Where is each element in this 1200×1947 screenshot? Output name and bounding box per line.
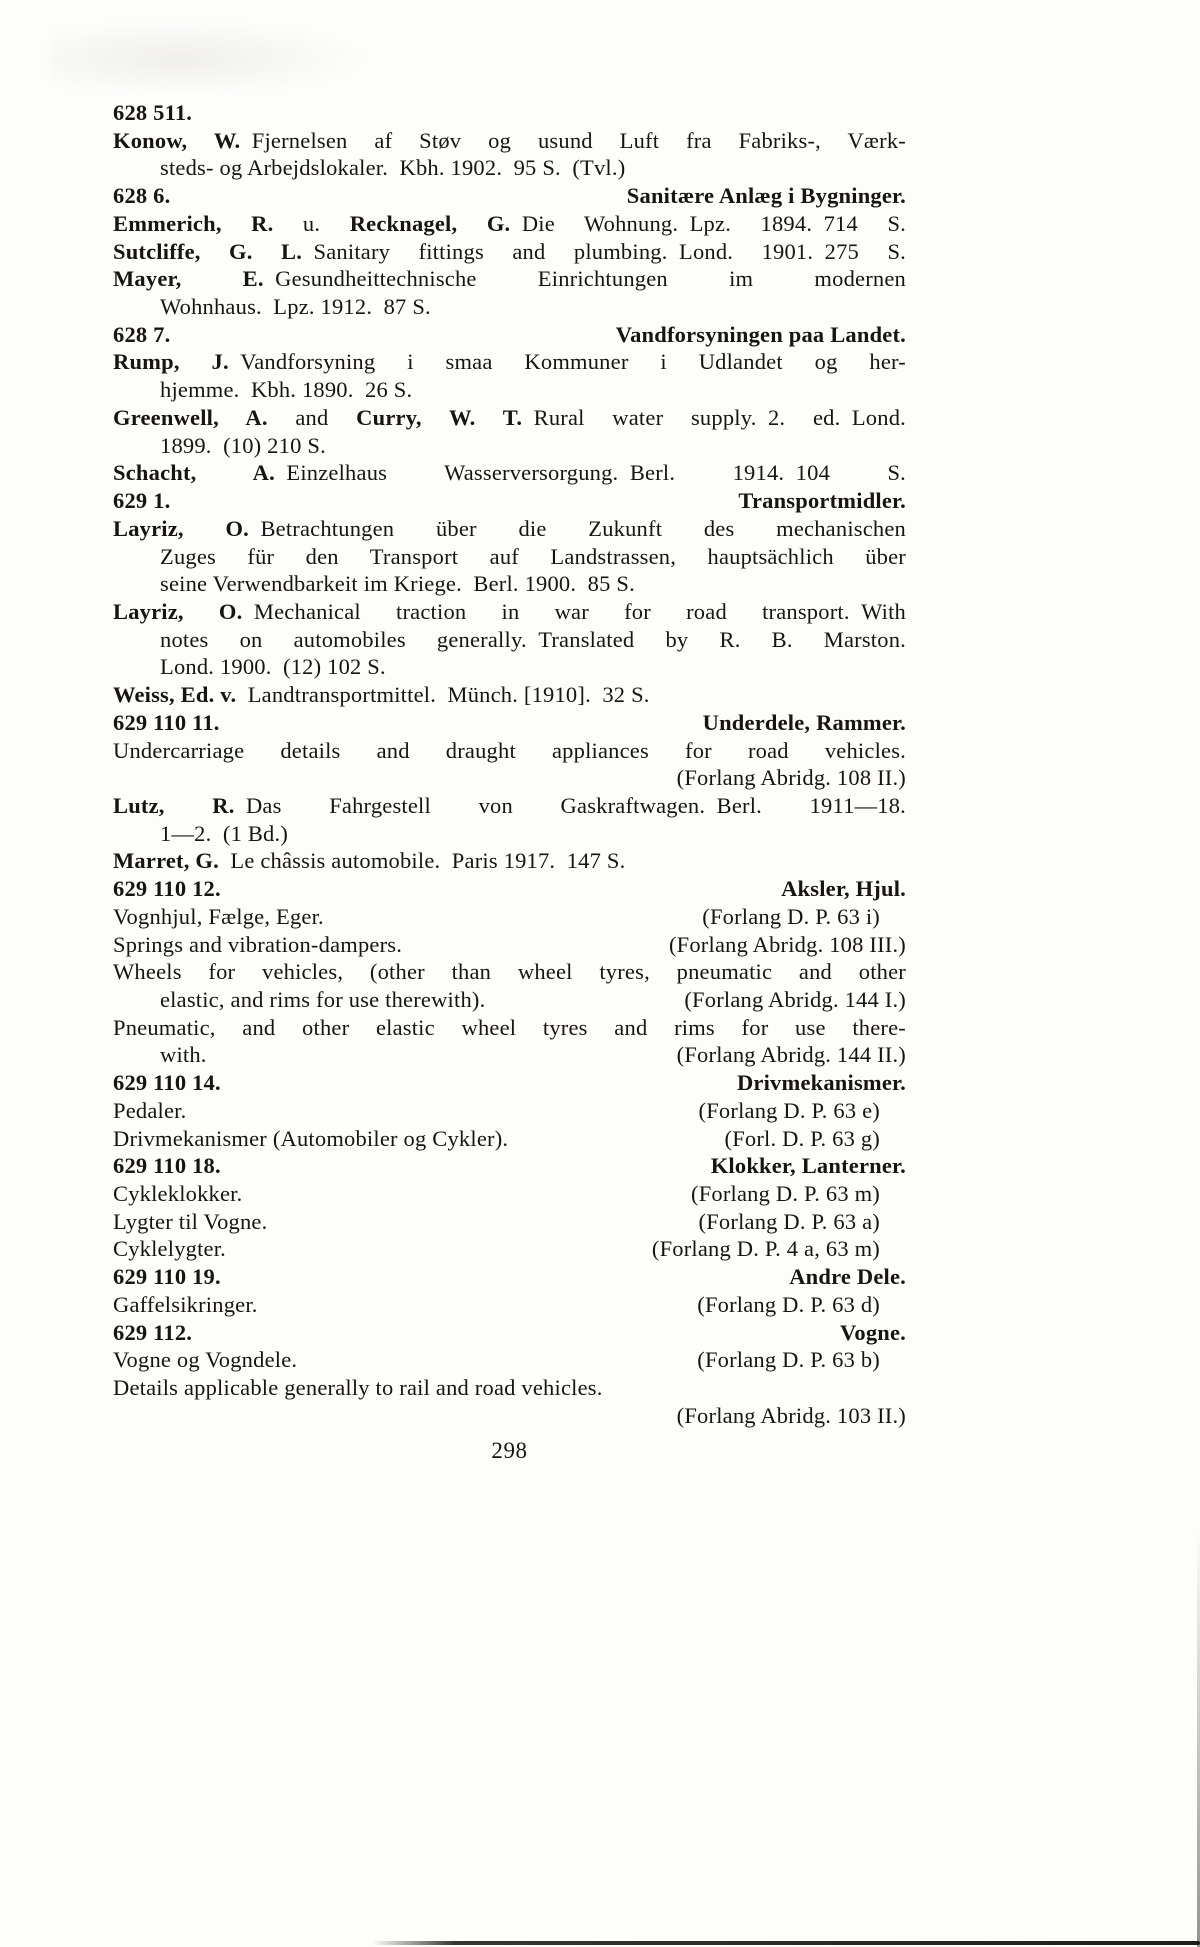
catalog-line — [113, 737, 906, 765]
catalog-line — [113, 820, 906, 848]
catalog-line — [113, 348, 906, 376]
catalog-line — [113, 958, 906, 986]
entry-text: Wohnhaus. Lpz. 1912. 87 S. — [160, 294, 431, 320]
reference-code: (Forlang D. P. 63 d) — [697, 1291, 880, 1317]
catalog-line — [113, 1041, 906, 1069]
author-name: Marret, G. — [113, 848, 219, 874]
entry-text: with. — [160, 1042, 207, 1068]
section-title: Underdele, Rammer. — [702, 709, 906, 735]
catalog-line-text — [113, 460, 906, 485]
reference-code: (Forlang D. P. 63 m) — [691, 1181, 880, 1207]
entry-text: Drivmekanismer (Automobiler og Cykler). — [113, 1125, 509, 1151]
catalog-line-text — [160, 377, 412, 402]
section-code: 628 6. — [113, 183, 171, 209]
reference-code: (Forlang D. P. 63 e) — [698, 1097, 880, 1123]
entry-text: Lygter til Vogne. — [113, 1208, 268, 1234]
catalog-line — [113, 1014, 906, 1042]
entry-text: u. — [273, 210, 350, 236]
reference-code: (Forlang D. P. 63 i) — [702, 903, 880, 929]
entry-text: Details applicable generally to rail and road vehicles. — [113, 1375, 603, 1401]
catalog-line — [113, 598, 906, 626]
catalog-line-text — [160, 1041, 207, 1069]
entry-text: Cyklelygter. — [113, 1236, 227, 1262]
section-title: Transportmidler. — [738, 488, 906, 514]
section-heading — [113, 99, 906, 127]
author-name: Konow, W. — [113, 127, 241, 153]
author-name: Rump, J. — [113, 349, 229, 375]
catalog-line-text — [113, 599, 906, 624]
section-code: 629 1. — [113, 488, 171, 514]
catalog-line-text — [113, 211, 906, 236]
catalog-line — [113, 210, 906, 238]
catalog-line-text — [113, 848, 625, 873]
entry-text: Gaffelsikringer. — [113, 1291, 258, 1317]
entry-text: hjemme. Kbh. 1890. 26 S. — [160, 377, 413, 403]
section-code: 628 7. — [113, 321, 171, 347]
catalog-line — [113, 570, 906, 598]
entry-text: Springs and vibration-dampers. — [113, 931, 403, 957]
catalog-line-text — [113, 239, 906, 264]
catalog-line — [113, 626, 906, 654]
section-title: Sanitære Anlæg i Bygninger. — [626, 183, 906, 209]
section-heading — [113, 1319, 906, 1347]
catalog-line-text — [160, 155, 625, 180]
section-code: 629 110 11. — [113, 709, 220, 735]
author-name: Layriz, O. — [113, 598, 243, 624]
entry-text: Die Wohnung. Lpz. 1894. 714 S. — [510, 210, 906, 236]
catalog-line-text — [113, 266, 906, 291]
author-name: Emmerich, R. — [113, 210, 274, 236]
catalog-line-text — [113, 1346, 297, 1374]
author-name: Sutcliffe, G. L. — [113, 238, 303, 264]
section-heading — [113, 709, 906, 737]
catalog-line-text — [160, 571, 635, 596]
catalog-line-text — [113, 738, 906, 763]
section-title: Vogne. — [839, 1319, 906, 1345]
section-code: 629 110 19. — [113, 1264, 221, 1290]
entry-text: Vognhjul, Fælge, Eger. — [113, 903, 324, 929]
catalog-line-text — [113, 959, 906, 984]
reference-code: (Forlang Abridg. 108 II.) — [676, 765, 906, 791]
section-heading — [113, 875, 906, 903]
entry-text: Wheels for vehicles, (other than wheel tyres, pneumatic and other — [113, 959, 906, 985]
entry-text: Betrachtungen über die Zukunft des mechanischen — [249, 515, 907, 541]
catalog-line-text — [113, 793, 906, 818]
catalog-line-text — [160, 294, 431, 319]
section-code: 628 511. — [113, 100, 193, 125]
section-heading — [113, 321, 906, 349]
entry-text: and — [267, 404, 357, 430]
catalog-line-text — [113, 1375, 603, 1400]
catalog-line-text — [113, 931, 402, 959]
catalog-line — [113, 1346, 906, 1374]
text-block — [113, 99, 906, 1430]
catalog-line-text — [113, 1208, 267, 1236]
entry-text: seine Verwendbarkeit im Kriege. Berl. 1900. 85 S. — [160, 571, 635, 597]
section-code: 629 112. — [113, 1319, 193, 1345]
catalog-line — [113, 903, 906, 931]
entry-text: Das Fahrgestell von Gaskraftwagen. Berl. 1911—18. — [234, 792, 906, 818]
author-name: Schacht, A. — [113, 460, 275, 486]
catalog-line-text — [160, 821, 288, 846]
catalog-line — [113, 986, 906, 1014]
catalog-line — [113, 1097, 906, 1125]
catalog-line — [113, 1402, 906, 1430]
entry-text: Zuges für den Transport auf Landstrassen, hauptsächlich über — [160, 543, 906, 569]
catalog-line — [113, 404, 906, 432]
catalog-line-text — [160, 986, 485, 1014]
section-title: Andre Dele. — [789, 1264, 906, 1290]
scan-artifact-smudge — [50, 20, 370, 90]
section-heading — [113, 1152, 906, 1180]
entry-text: Gesundheittechnische Einrichtungen im modernen — [263, 266, 906, 292]
section-title: Klokker, Lanterner. — [710, 1153, 906, 1179]
author-name: Mayer, E. — [113, 266, 264, 292]
entry-text: Sanitary fittings and plumbing. Lond. 1901. 275 S. — [302, 238, 906, 264]
section-code: 629 110 12. — [113, 876, 221, 902]
entry-text: Cykleklokker. — [113, 1181, 243, 1207]
section-heading — [113, 1069, 906, 1097]
catalog-line — [113, 376, 906, 404]
catalog-line-text — [160, 654, 386, 679]
catalog-line — [113, 293, 906, 321]
entry-text: Landtransportmittel. Münch. [1910]. 32 S. — [236, 682, 650, 708]
section-title: Drivmekanismer. — [736, 1070, 906, 1096]
catalog-line — [113, 459, 906, 487]
catalog-line — [113, 931, 906, 959]
entry-text: steds- og Arbejdslokaler. Kbh. 1902. 95 S. (Tvl.) — [160, 155, 626, 181]
catalog-line-text — [113, 682, 650, 707]
entry-text: notes on automobiles generally. Translated by R. B. Marston. — [160, 626, 906, 652]
reference-code: (Forlang D. P. 4 a, 63 m) — [651, 1236, 880, 1262]
catalog-line — [113, 681, 906, 709]
catalog-line-text — [160, 544, 906, 569]
catalog-line — [113, 1291, 906, 1319]
entry-text: 1—2. (1 Bd.) — [160, 820, 289, 846]
entry-text: Pedaler. — [113, 1097, 187, 1123]
entry-text: Vogne og Vogndele. — [113, 1347, 298, 1373]
catalog-line-text — [160, 627, 906, 652]
page-number: 298 — [491, 1438, 528, 1463]
catalog-line-text — [113, 1015, 906, 1040]
catalog-line — [113, 127, 906, 155]
author-name: Curry, W. T. — [356, 404, 523, 430]
catalog-line — [113, 238, 906, 266]
catalog-line — [113, 1208, 906, 1236]
author-name: Layriz, O. — [113, 515, 249, 541]
reference-code: (Forlang Abridg. 144 I.) — [684, 987, 906, 1012]
section-title: Aksler, Hjul. — [781, 876, 906, 902]
catalog-line — [113, 1374, 906, 1402]
catalog-line-text — [160, 433, 326, 458]
catalog-line — [113, 792, 906, 820]
entry-text: Einzelhaus Wasserversorgung. Berl. 1914. 104 S. — [274, 460, 906, 486]
entry-text: Undercarriage details and draught appliances for road vehicles. — [113, 737, 906, 763]
reference-code: (Forlang Abridg. 108 III.) — [668, 931, 906, 957]
section-code: 629 110 14. — [113, 1070, 221, 1096]
entry-text: Vandforsyning i smaa Kommuner i Udlandet og her- — [228, 349, 906, 375]
catalog-line-text — [113, 903, 324, 931]
entry-text: Rural water supply. 2. ed. Lond. — [522, 404, 906, 430]
catalog-line — [113, 265, 906, 293]
catalog-line — [113, 154, 906, 182]
catalog-line-text — [113, 1291, 258, 1319]
catalog-line-text — [113, 1235, 226, 1263]
catalog-line-text — [113, 516, 906, 541]
reference-code: (Forlang D. P. 63 b) — [697, 1347, 880, 1373]
catalog-line — [113, 1180, 906, 1208]
author-name: Lutz, R. — [113, 792, 235, 818]
entry-text: Le châssis automobile. Paris 1917. 147 S. — [218, 848, 626, 874]
catalog-line — [113, 432, 906, 460]
author-name: Recknagel, G. — [349, 210, 511, 236]
section-title: Vandforsyningen paa Landet. — [615, 321, 906, 347]
catalog-line-text — [113, 1180, 242, 1208]
scan-artifact-bottom-edge — [372, 1941, 1200, 1945]
entry-text: 1899. (10) 210 S. — [160, 432, 326, 458]
catalog-line-text — [113, 1097, 186, 1125]
catalog-line-text — [113, 1125, 508, 1153]
reference-code: (Forlang D. P. 63 a) — [698, 1208, 880, 1234]
catalog-line — [113, 764, 906, 792]
catalog-line — [113, 1235, 906, 1263]
section-heading — [113, 487, 906, 515]
catalog-line-text — [113, 128, 906, 153]
author-name: Greenwell, A. — [113, 404, 268, 430]
reference-code: (Forlang Abridg. 144 II.) — [676, 1042, 906, 1068]
entry-text: Lond. 1900. (12) 102 S. — [160, 654, 386, 680]
catalog-line — [113, 543, 906, 571]
catalog-line — [113, 653, 906, 681]
entry-text: Pneumatic, and other elastic wheel tyres and rims for use there- — [113, 1014, 906, 1040]
entry-text: Mechanical traction in war for road transport. With — [242, 598, 907, 624]
reference-code: (Forl. D. P. 63 g) — [724, 1125, 880, 1151]
reference-code: (Forlang Abridg. 103 II.) — [676, 1402, 906, 1428]
section-heading — [113, 182, 906, 210]
section-code: 629 110 18. — [113, 1153, 221, 1179]
section-heading — [113, 1263, 906, 1291]
entry-text: Fjernelsen af Støv og usund Luft fra Fabriks-, Værk- — [240, 127, 906, 153]
author-name: Weiss, Ed. v. — [113, 682, 237, 708]
catalog-line — [113, 1125, 906, 1153]
catalog-line — [113, 847, 906, 875]
catalog-line-text — [113, 405, 906, 430]
catalog-line — [113, 515, 906, 543]
entry-text: elastic, and rims for use therewith). — [160, 987, 486, 1012]
catalog-line-text — [113, 349, 906, 374]
